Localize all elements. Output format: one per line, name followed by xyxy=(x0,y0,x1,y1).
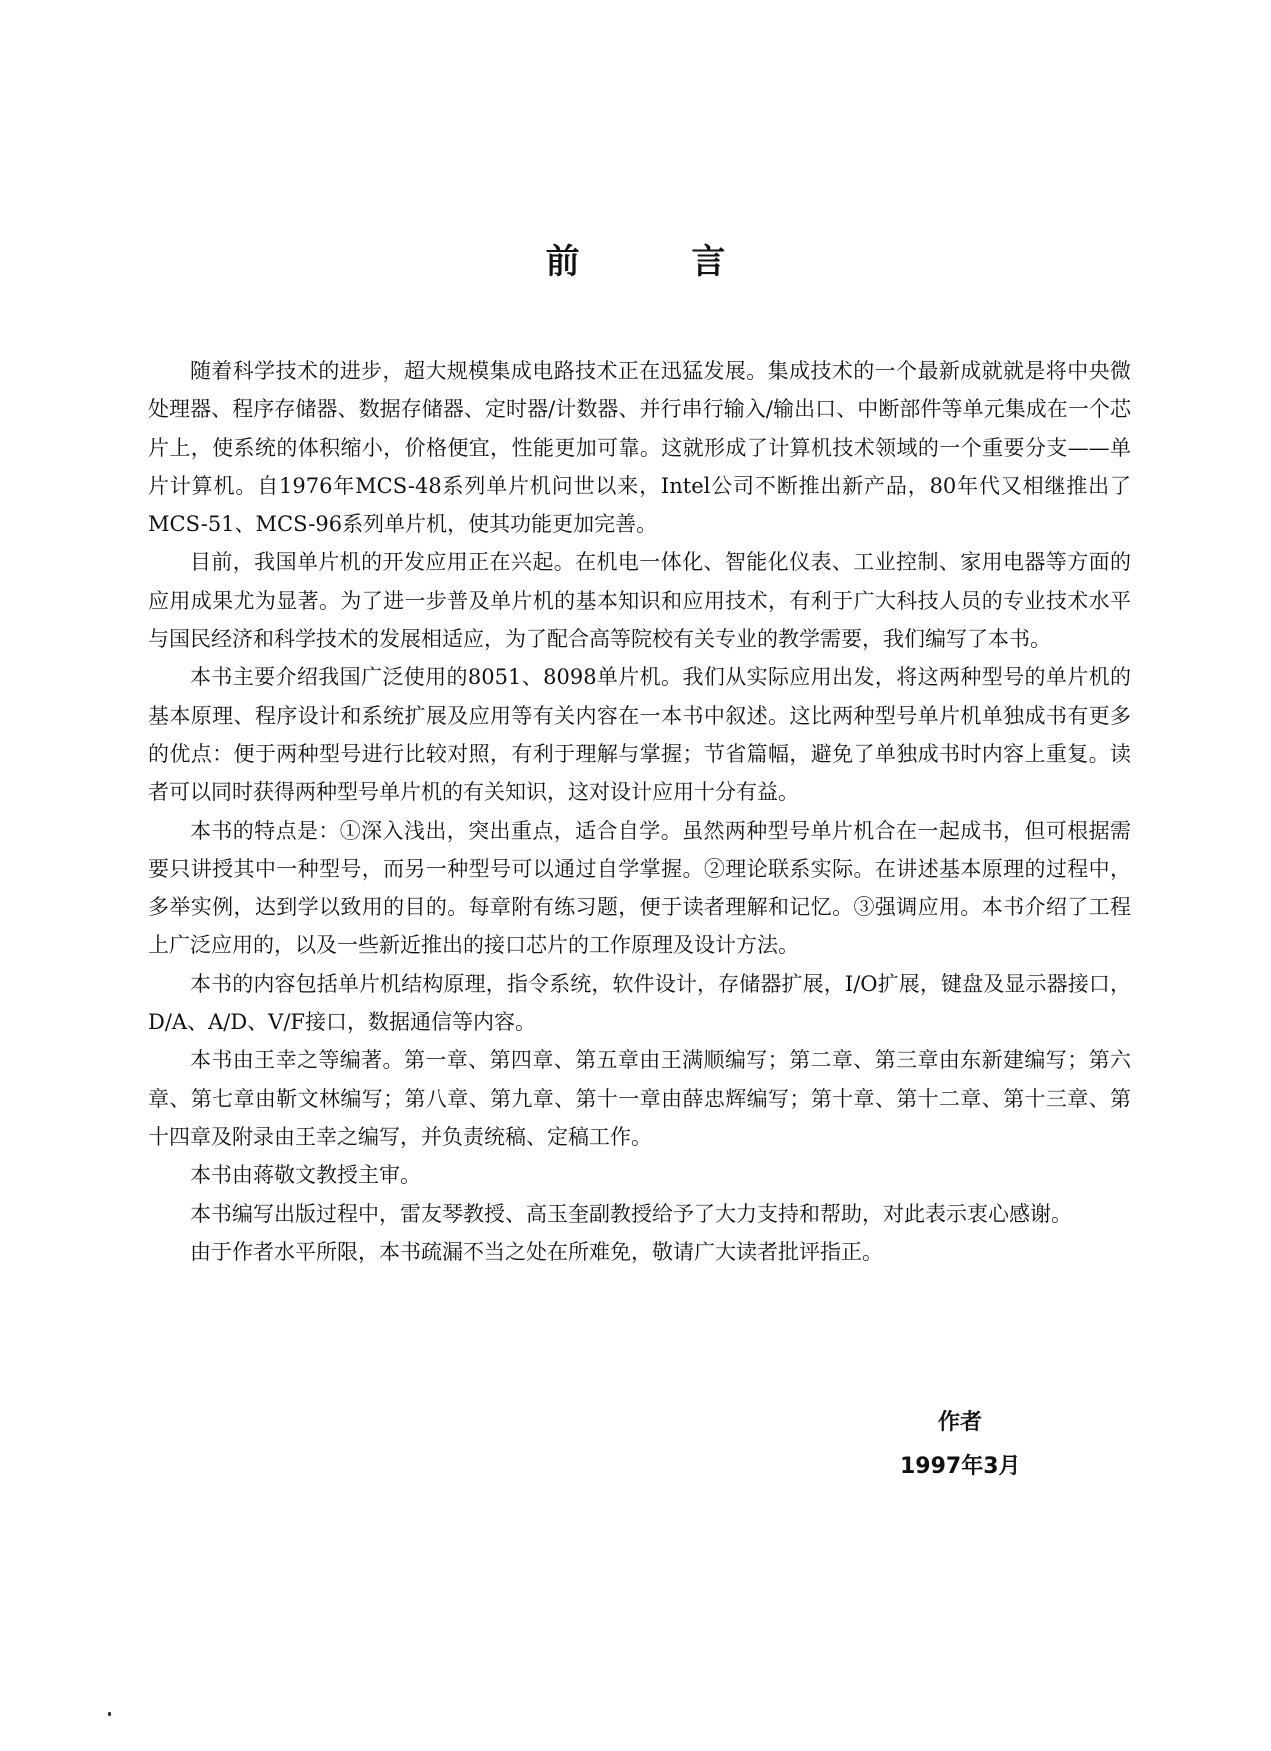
paragraph-6: 本书由王幸之等编著。第一章、第四章、第五章由王满顺编写；第二章、第三章由东新建编写；第六章、第七章由靳文林编写；第八章、第九章、第十一章由薛忠辉编写；第十章、第十二章、第十三章、第十四章及附录由王幸之编写，并负责统稿、定稿工作。 xyxy=(148,1048,1131,1149)
preface-body xyxy=(148,352,1131,1271)
paragraph-5: 本书的内容包括单片机结构原理，指令系统，软件设计，存储器扩展，I/O扩展，键盘及显示器接口，D/A、A/D、V/F接口，数据通信等内容。 xyxy=(148,971,1131,1035)
scan-speck xyxy=(108,1712,111,1716)
paragraph-7: 本书由蒋敬文教授主审。 xyxy=(190,1163,421,1188)
paragraph-8: 本书编写出版过程中，雷友琴教授、高玉奎副教授给予了大力支持和帮助，对此表示衷心感谢。 xyxy=(190,1201,1072,1226)
paragraph-2: 目前，我国单片机的开发应用正在兴起。在机电一体化、智能化仪表、工业控制、家用电器等方面的应用成果尤为显著。为了进一步普及单片机的基本知识和应用技术，有利于广大科技人员的专业技术水平与国民经济和科学技术的发展相适应，为了配合高等院校有关专业的教学需要，我们编写了本书。 xyxy=(148,550,1131,652)
page-title: 前 言 xyxy=(545,242,776,282)
paragraph-9: 由于作者水平所限，本书疏漏不当之处在所难免，敬请广大读者批评指正。 xyxy=(190,1239,883,1264)
paragraph-4: 本书的特点是：①深入浅出，突出重点，适合自学。虽然两种型号单片机合在一起成书，但可根据需要只讲授其中一种型号，而另一种型号可以通过自学掌握。②理论联系实际。在讲述基本原理的过程中，多举实例，达到学以致用的目的。每章附有练习题，便于读者理解和记忆。③强调应用。本书介绍了工程上广泛应用的，以及一些新近推出的接口芯片的工作原理及设计方法。 xyxy=(148,818,1131,958)
signature-date: 1997年3月 xyxy=(900,1454,1021,1479)
paragraph-1: 随着科学技术的进步，超大规模集成电路技术正在迅猛发展。集成技术的一个最新成就就是将中央微处理器、程序存储器、数据存储器、定时器/计数器、并行串行输入/输出口、中断部件等单元集成在一个芯片上，使系统的体积缩小，价格便宜，性能更加可靠。这就形成了计算机技术领域的一个重要分支——单片计算机。自1976年MCS-48系列单片机问世以来，Intel公司不断推出新产品，80年代又相继推出了MCS-51、MCS-96系列单片机，使其功能更加完善。 xyxy=(148,359,1131,537)
signature-author: 作者 xyxy=(938,1410,983,1435)
paragraph-3: 本书主要介绍我国广泛使用的8051、8098单片机。我们从实际应用出发，将这两种型号的单片机的基本原理、程序设计和系统扩展及应用等有关内容在一本书中叙述。这比两种型号单片机单独成书有更多的优点：便于两种型号进行比较对照，有利于理解与掌握；节省篇幅，避免了单独成书时内容上重复。读者可以同时获得两种型号单片机的有关知识，这对设计应用十分有益。 xyxy=(148,665,1131,805)
